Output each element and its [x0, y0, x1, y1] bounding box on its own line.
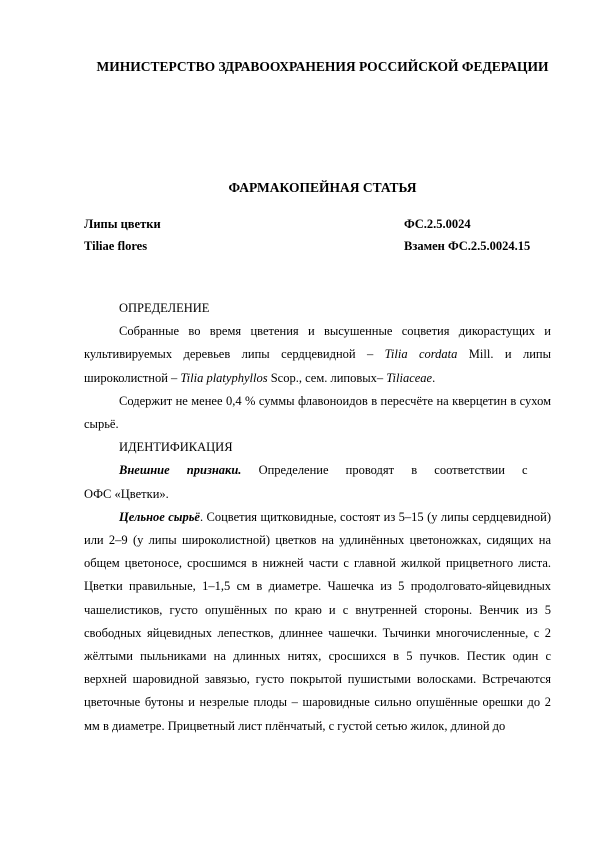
whole-raw-label: Цельное сырьё [119, 509, 200, 524]
article-body [84, 297, 551, 738]
definition-text-2: Mill. и липы широколистной – [84, 347, 551, 385]
external-features-paragraph [84, 459, 551, 482]
definition-paragraph [84, 320, 551, 390]
definition-text-3: Scop., сем. липовых– [267, 370, 387, 385]
meta-row-name [84, 214, 549, 234]
whole-raw-paragraph [84, 506, 551, 738]
definition-text-1: Собранные во время цветения и высушенные соцветия дикорастущих и культивируемых деревьев липы сердцевидной – [84, 324, 551, 362]
content-paragraph: Содержит не менее 0,4 % суммы флавоноидов в пересчёте на кверцетин в сухом сырьё. [84, 393, 551, 432]
meta-row-latin [84, 236, 549, 256]
ministry-header: МИНИСТЕРСТВО ЗДРАВООХРАНЕНИЯ РОССИЙСКОЙ ФЕДЕРАЦИИ [96, 59, 549, 74]
replaces-code: Взамен ФС.2.5.0024.15 [404, 239, 531, 253]
definition-text-4: . [432, 370, 436, 385]
external-features-text: Определение проводят в соответствии с [241, 463, 528, 478]
latin-name-platyphyllos: Tilia platyphyllos [180, 370, 268, 385]
external-features-reference: ОФС «Цветки». [84, 486, 169, 501]
article-code: ФС.2.5.0024 [404, 217, 471, 231]
latin-name-cordata: Tilia cordata [384, 347, 458, 362]
document-type-title: ФАРМАКОПЕЙНАЯ СТАТЬЯ [228, 180, 417, 195]
article-name-latin: Tiliae flores [84, 239, 148, 253]
section-heading-identification: ИДЕНТИФИКАЦИЯ [119, 440, 233, 455]
whole-raw-text: . Соцветия щитковидные, состоят из 5–15 (у липы сердцевидной) или 2–9 (у липы широколистной) цветков на удлинённых цветоножках, сидящих на общем цветоносе, сросшимся в нижней части с главной жилкой прицветного листа. Цветки правильные, 1–1,5 см в диаметре. Чашечка из 5 продолговато-яйцевидных чашелистиков, густо опушённых по краю и с внутренней стороны. Венчик из 5 свободных яйцевидных лепестков, длиннее чашечки. Тычинки многочисленные, с 2 жёлтыми пыльниками на длинных нитях, сросшихся в 5 пучков. Пестик один с верхней шаровидной завязью, густо покрытой пушистыми волосками. Встречаются цветочные бутоны и незрелые плоды – шаровидные сильно опушённые орешки до 2 мм в диаметре. Прицветный лист плёнчатый, с густой сетью жилок, длиной до [84, 509, 551, 733]
article-name-ru: Липы цветки [84, 217, 161, 231]
external-features-label: Внешние признаки. [119, 463, 242, 478]
section-heading-definition: ОПРЕДЕЛЕНИЕ [119, 301, 210, 315]
latin-name-family: Tiliaceae [386, 370, 433, 385]
